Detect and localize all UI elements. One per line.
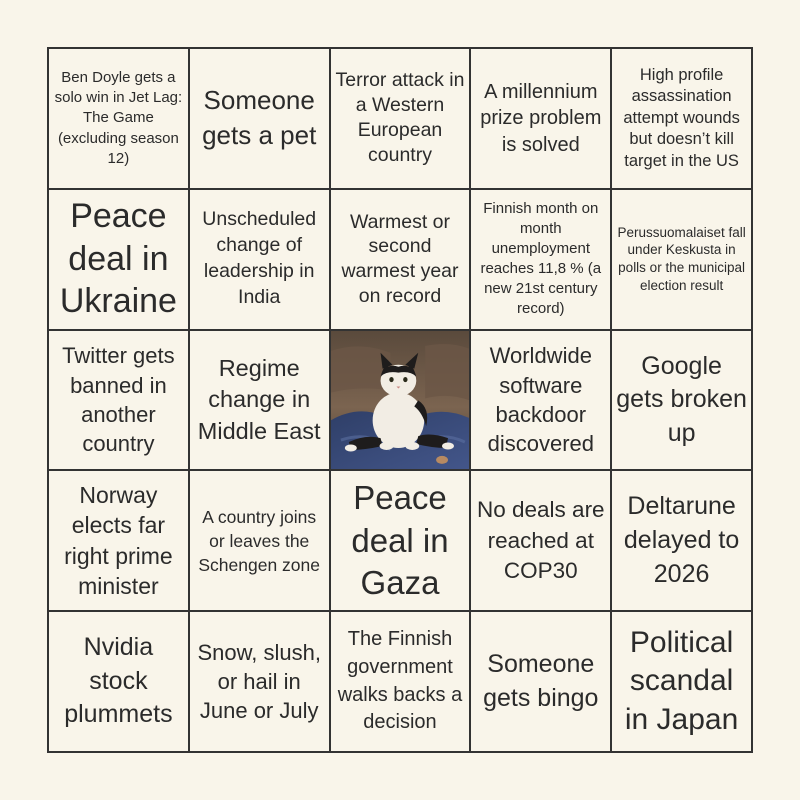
cell-label: Terror attack in a Western European country [335, 69, 465, 167]
bingo-cell-r2-c5[interactable] [611, 189, 752, 330]
cell-label: Twitter gets banned in another country [62, 343, 175, 457]
cell-label: A millennium prize problem is solved [480, 80, 602, 156]
cell-label: Political scandal in Japan [624, 626, 739, 736]
cell-label: Worldwide software backdoor discovered [487, 343, 594, 457]
cell-label: Nvidia stock plummets [64, 632, 173, 729]
bingo-cell-r5-c5[interactable] [611, 611, 752, 752]
cell-label: Warmest or second warmest year on record [341, 210, 459, 307]
cell-label: Someone gets a pet [202, 85, 317, 151]
cell-label: Regime change in Middle East [197, 355, 321, 444]
bingo-cell-r3-c1[interactable] [48, 330, 189, 471]
bingo-board [47, 47, 753, 753]
bingo-cell-r5-c1[interactable] [48, 611, 189, 752]
bingo-cell-r5-c2[interactable] [189, 611, 330, 752]
cell-label: Deltarune delayed to 2026 [623, 492, 740, 588]
cell-label: Perussuomalaiset fall under Keskusta in polls or the municipal election result [617, 224, 746, 293]
bingo-cell-r1-c2[interactable] [189, 48, 330, 189]
bingo-cell-r3-c2[interactable] [189, 330, 330, 471]
bingo-cell-r3-c4[interactable] [470, 330, 611, 471]
bingo-cell-r1-c1[interactable] [48, 48, 189, 189]
bingo-cell-r1-c3[interactable] [330, 48, 471, 189]
bingo-cell-r5-c4[interactable] [470, 611, 611, 752]
cat-photo-icon [331, 331, 470, 470]
cell-label: Peace deal in Gaza [351, 479, 449, 601]
cell-label: Someone gets bingo [483, 649, 599, 712]
bingo-cell-r1-c4[interactable] [470, 48, 611, 189]
cell-label: Norway elects far right prime minister [64, 481, 173, 600]
bingo-cell-r4-c3[interactable] [330, 470, 471, 611]
cell-label: Unscheduled change of leadership in India [202, 208, 317, 309]
cell-label: Ben Doyle gets a solo win in Jet Lag: The Game (excluding season 12) [54, 68, 183, 167]
bingo-cell-r2-c2[interactable] [189, 189, 330, 330]
bingo-cell-r3-c5[interactable] [611, 330, 752, 471]
cell-label: The Finnish government walks backs a decision [337, 628, 463, 734]
bingo-cell-r2-c1[interactable] [48, 189, 189, 330]
bingo-cell-r4-c2[interactable] [189, 470, 330, 611]
bingo-cell-r2-c3[interactable] [330, 189, 471, 330]
bingo-cell-r4-c5[interactable] [611, 470, 752, 611]
cell-label: High profile assassination attempt wounds but doesn’t kill target in the US [623, 65, 740, 170]
free-space[interactable] [330, 330, 471, 471]
bingo-cell-r1-c5[interactable] [611, 48, 752, 189]
cell-label: Finnish month on month unemployment reaches 11,8 % (a new 21st century record) [480, 200, 602, 318]
bingo-cell-r4-c4[interactable] [470, 470, 611, 611]
bingo-cell-r5-c3[interactable] [330, 611, 471, 752]
cell-label: Snow, slush, or hail in June or July [197, 640, 321, 724]
bingo-cell-r2-c4[interactable] [470, 189, 611, 330]
bingo-cell-r4-c1[interactable] [48, 470, 189, 611]
cell-label: Google gets broken up [616, 352, 747, 447]
cell-label: A country joins or leaves the Schengen zone [198, 506, 321, 575]
cell-label: Peace deal in Ukraine [59, 197, 177, 321]
cell-label: No deals are reached at COP30 [477, 497, 605, 583]
